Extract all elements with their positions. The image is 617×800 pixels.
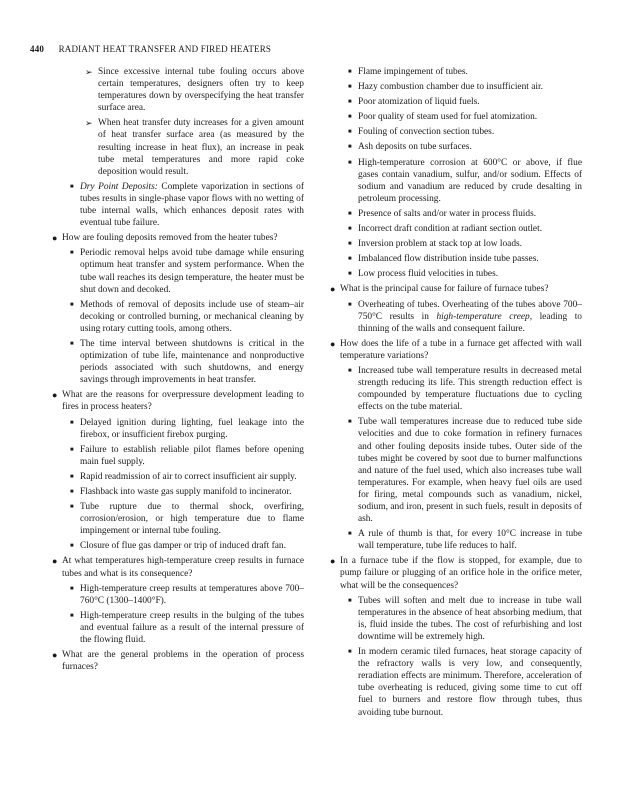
item-text: Delayed ignition during lighting, fuel leakage into the firebox, or insufficient firebox purging. <box>80 417 304 440</box>
bullet-item <box>330 81 582 93</box>
bullet-item <box>52 501 304 537</box>
item-text: Low process fluid velocities in tubes. <box>358 269 499 280</box>
item-text: Inversion problem at stack top at low loads. <box>358 239 523 250</box>
round-bullet-icon: ● <box>52 390 58 401</box>
bullet-item <box>52 486 304 498</box>
item-text: How are fouling deposits removed from the heater tubes? <box>62 233 278 244</box>
square-bullet-icon: ■ <box>70 585 74 592</box>
square-bullet-icon: ■ <box>348 114 352 121</box>
bullet-item <box>330 365 582 413</box>
square-bullet-icon: ■ <box>70 340 74 347</box>
bullet-item <box>330 157 582 205</box>
item-text: What are the general problems in the operation of process furnaces? <box>62 650 304 673</box>
item-text: In a furnace tube if the flow is stopped, for example, due to pump failure or plugging of an orifice hole in the orifice meter, what will be the consequences? <box>340 556 582 591</box>
question-item <box>52 232 304 244</box>
item-text: A rule of thumb is that, for every 10°C increase in tube wall temperature, tube life reduces to half. <box>358 529 582 552</box>
item-text: High-temperature creep results at temperatures above 700–760°C (1300–1400°F). <box>80 583 304 606</box>
item-text: Tube rupture due to thermal shock, overfiring, corrosion/erosion, or high temperature due to flame impingement or internal tube fouling. <box>80 502 304 537</box>
square-bullet-icon: ■ <box>348 531 352 538</box>
square-bullet-icon: ■ <box>70 504 74 511</box>
page-number: 440 <box>30 44 45 54</box>
square-bullet-icon: ■ <box>348 210 352 217</box>
square-bullet-icon: ■ <box>70 543 74 550</box>
round-bullet-icon: ● <box>330 556 336 567</box>
item-text: Hazy combustion chamber due to insufficient air. <box>358 82 543 93</box>
square-bullet-icon: ■ <box>348 226 352 233</box>
item-text: Rapid readmission of air to correct insufficient air supply. <box>80 471 297 482</box>
arrow-bullet-icon: ➢ <box>85 67 93 77</box>
item-text: Periodic removal helps avoid tube damage while ensuring optimum heat transfer and system performance. When the tube wall reaches its design temperature, the heater must be shut down and decoked. <box>80 248 304 295</box>
item-text: The time interval between shutdowns is critical in the optimization of tube life, maintenance and nonproductive periods associated with such shutdowns, and energy savings through improvements in heat transfer. <box>80 338 304 386</box>
bullet-item <box>330 253 582 265</box>
bullet-item <box>52 247 304 295</box>
round-bullet-icon: ● <box>52 233 58 244</box>
bullet-item <box>52 540 304 552</box>
question-item <box>330 283 582 295</box>
item-text: In modern ceramic tiled furnaces, heat storage capacity of the refractory walls is very low, and consequently, reradiation effects are minimum. Therefore, acceleration of tube overheating is reduced, giving some time to cut off fuel to burners and restore flow through tubes, thus avoiding tube burnout. <box>358 647 582 718</box>
bullet-item <box>52 181 304 229</box>
bullet-item <box>330 66 582 78</box>
bullet-item <box>330 646 582 719</box>
bullet-item <box>330 299 582 335</box>
bullet-item <box>330 208 582 220</box>
square-bullet-icon: ■ <box>70 446 74 453</box>
bullet-item <box>52 583 304 607</box>
bullet-item <box>330 528 582 552</box>
item-text: Fouling of convection section tubes. <box>358 127 495 138</box>
item-text: Methods of removal of deposits include use of steam–air decoking or controlled burning, or mechanical cleaning by using rotary cutting tools, among others. <box>80 299 304 334</box>
item-text: Poor atomization of liquid fuels. <box>358 97 480 108</box>
item-text: Since excessive internal tube fouling occurs above certain temperatures, designers often try to keep temperatures down by overspecifying the heat transfer surface area. <box>98 67 304 114</box>
bullet-item <box>330 238 582 250</box>
bullet-item <box>52 471 304 483</box>
bullet-item <box>330 111 582 123</box>
square-bullet-icon: ■ <box>70 183 74 190</box>
item-emphasis: high-temperature creep <box>436 311 530 322</box>
item-text: How does the life of a tube in a furnace get affected with wall temperature variations? <box>340 338 582 361</box>
item-text: At what temperatures high-temperature creep results in furnace tubes and what is its consequence? <box>62 556 304 579</box>
square-bullet-icon: ■ <box>348 597 352 604</box>
bullet-item <box>330 96 582 108</box>
square-bullet-icon: ■ <box>348 241 352 248</box>
item-text: High-temperature corrosion at 600°C or above, if flue gases contain vanadium, sulfur, and/or sodium. Effects of sodium and vanadium are reduced by crude desalting in petroleum processing. <box>358 157 582 204</box>
question-item <box>52 389 304 413</box>
square-bullet-icon: ■ <box>348 419 352 426</box>
item-body: Overheating of tubes. Overheating of the tubes above 700–750°C results in <box>358 299 582 322</box>
question-item <box>52 649 304 673</box>
square-bullet-icon: ■ <box>70 301 74 308</box>
square-bullet-icon: ■ <box>70 612 74 619</box>
item-text: Flame impingement of tubes. <box>358 67 468 77</box>
item-text: What is the principal cause for failure of furnace tubes? <box>340 284 549 295</box>
square-bullet-icon: ■ <box>70 489 74 495</box>
round-bullet-icon: ● <box>330 338 336 349</box>
square-bullet-icon: ■ <box>348 69 352 75</box>
bullet-item <box>330 223 582 235</box>
running-title: RADIANT HEAT TRANSFER AND FIRED HEATERS <box>58 44 272 54</box>
arrow-bullet-icon: ➢ <box>85 118 93 129</box>
left-column <box>52 66 304 676</box>
square-bullet-icon: ■ <box>348 256 352 263</box>
item-text: High-temperature creep results in the bulging of the tubes and eventual failure as a result of the internal pressure of the flowing fluid. <box>80 610 304 646</box>
right-column <box>330 66 582 722</box>
square-bullet-icon: ■ <box>348 367 352 374</box>
square-bullet-icon: ■ <box>348 99 352 106</box>
item-body: Complete vaporization in sections of tubes results in single-phase vapor flows with no wetting of tube internal walls, which enhances deposit rates with eventual tube failure. <box>80 181 304 229</box>
square-bullet-icon: ■ <box>348 271 352 278</box>
bullet-item <box>330 126 582 138</box>
bullet-item <box>330 416 582 525</box>
bullet-item <box>52 610 304 646</box>
sub-bullet-item <box>52 117 304 177</box>
item-text: Tubes will soften and melt due to increase in tube wall temperatures in the absence of heat absorbing medium, that is, fluid inside the tubes. The cost of refurbishing and lost downtime will be extremely high. <box>358 595 582 642</box>
item-text <box>358 300 582 334</box>
bullet-item <box>52 338 304 386</box>
running-header <box>30 44 271 54</box>
item-text: Incorrect draft condition at radiant section outlet. <box>358 224 543 235</box>
question-item <box>52 555 304 579</box>
question-item <box>330 555 582 591</box>
bullet-item <box>330 141 582 153</box>
item-text: When heat transfer duty increases for a given amount of heat transfer surface area (as measured by the resulting increase in heat flux), an increase in peak tube metal temperatures and more rapid coke deposition would result. <box>98 118 304 177</box>
square-bullet-icon: ■ <box>348 144 352 151</box>
square-bullet-icon: ■ <box>348 129 352 136</box>
square-bullet-icon: ■ <box>70 419 74 426</box>
item-label: Dry Point Deposits: <box>80 181 158 192</box>
item-body: , leading to thinning of the walls and consequent failure. <box>358 311 582 334</box>
question-item <box>330 338 582 362</box>
item-text: Poor quality of steam used for fuel atomization. <box>358 112 538 123</box>
round-bullet-icon: ● <box>330 284 336 295</box>
square-bullet-icon: ■ <box>70 250 74 257</box>
bullet-item <box>330 595 582 643</box>
sub-bullet-item <box>52 66 304 114</box>
item-text: Failure to establish reliable pilot flames before opening main fuel supply. <box>80 444 304 467</box>
square-bullet-icon: ■ <box>348 84 352 91</box>
bullet-item <box>52 417 304 441</box>
bullet-item <box>52 299 304 335</box>
item-text <box>80 182 304 228</box>
item-text: Increased tube wall temperature results in decreased metal strength reducing its life. This strength reduction effect is compounded by temperature fluctuations due to cycling effects on the tube material. <box>358 365 582 413</box>
item-text: Presence of salts and/or water in process fluids. <box>358 208 537 219</box>
item-text: Imbalanced flow distribution inside tube passes. <box>358 254 539 265</box>
item-text: What are the reasons for overpressure development leading to fires in process heaters? <box>62 390 304 413</box>
square-bullet-icon: ■ <box>348 159 352 166</box>
square-bullet-icon: ■ <box>348 649 352 656</box>
item-text: Ash deposits on tube surfaces. <box>358 142 472 153</box>
item-text: Flashback into waste gas supply manifold to incinerator. <box>80 487 292 497</box>
bullet-item <box>330 268 582 280</box>
square-bullet-icon: ■ <box>348 301 352 308</box>
item-text: Tube wall temperatures increase due to reduced tube side velocities and due to coke formation in refinery furnaces and other fouling deposits inside tubes. Outer side of the tubes might be covered by soot due to burner malfunctions and nature of the fuel used, which also increases tube wall temperatures. For example, when heavy fuel oils are used for firing, metal compounds such as vanadium, nickel, sodium, and iron, present in such fuels, result in deposits of ash. <box>358 417 582 525</box>
square-bullet-icon: ■ <box>70 473 74 480</box>
item-text: Closure of flue gas damper or trip of induced draft fan. <box>80 541 286 552</box>
round-bullet-icon: ● <box>52 650 58 661</box>
round-bullet-icon: ● <box>52 556 58 567</box>
bullet-item <box>52 444 304 468</box>
